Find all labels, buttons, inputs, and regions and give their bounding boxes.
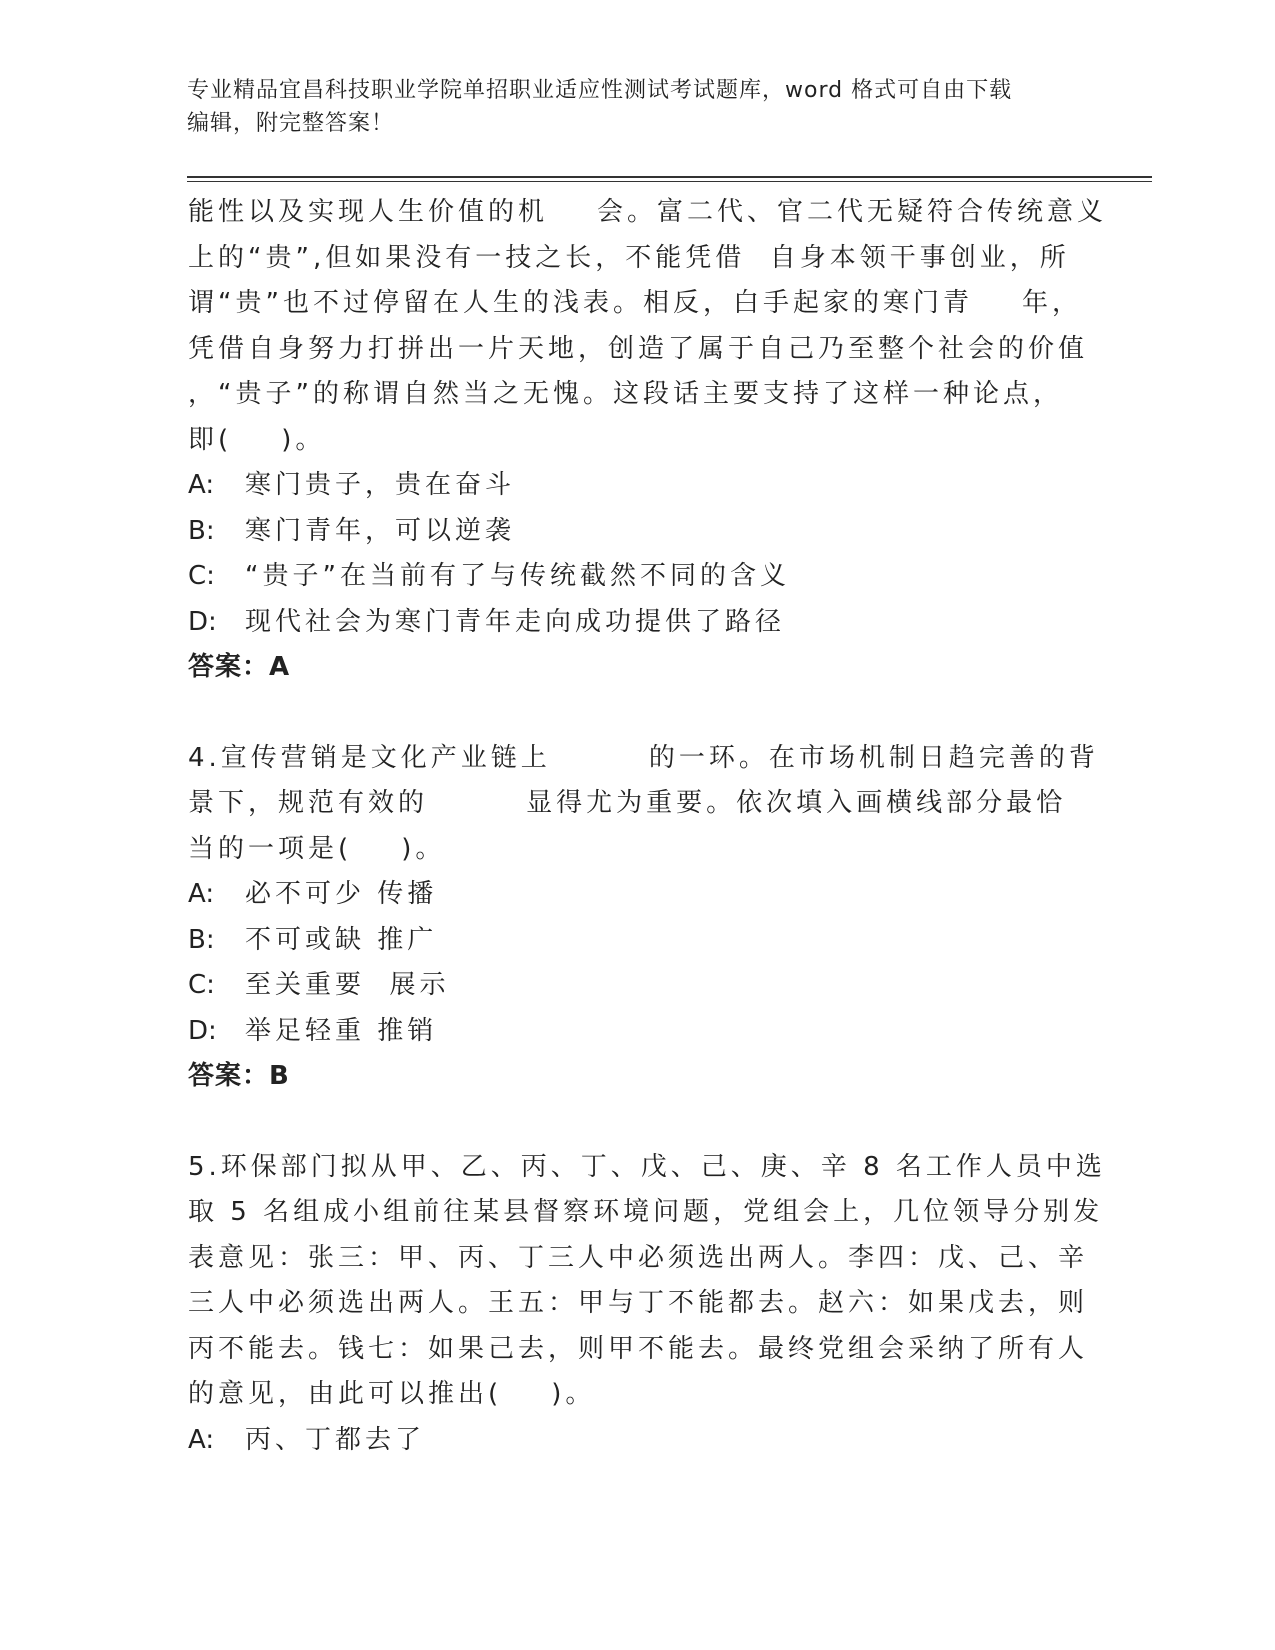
header-divider-thin [187,181,1152,182]
option-letter: B: [188,515,215,546]
question-text-line: 4.宣传营销是文化产业链上 的一环。在市场机制日趋完善的背 [188,742,1099,773]
header-divider-thick [187,176,1152,178]
spacer [188,1100,1108,1145]
option-letter: C: [188,970,215,1000]
option-c [188,963,1108,1009]
question-text-line: 能性以及实现人生价值的机 会。富二代、官二代无疑符合传统意义 [188,197,1108,227]
question-text-line: 的意见，由此可以推出( )。 [188,1379,596,1409]
option-text: 至关重要 展示 [245,970,450,1000]
option-letter: A: [188,1424,215,1455]
option-text: 举足轻重 推销 [245,1015,438,1046]
option-a [188,1418,1108,1464]
question-text-line: 即( )。 [188,424,326,455]
option-letter: D: [188,606,217,637]
header-line-1: 专业精品宜昌科技职业学院单招职业适应性测试考试题库，word 格式可自由下载 [187,78,1013,103]
question-5 [188,1145,1108,1464]
header-line-2: 编辑，附完整答案！ [187,111,395,136]
question-text-line: 景下，规范有效的 显得尤为重要。依次填入画横线部分最恰 [188,788,1067,818]
option-text: 现代社会为寒门青年走向成功提供了路径 [245,606,786,637]
option-letter: B: [188,924,215,955]
question-3 [188,190,1108,691]
question-4 [188,736,1108,1100]
question-text-line: 丙不能去。钱七：如果己去，则甲不能去。最终党组会采纳了所有人 [188,1333,1089,1364]
document-header [187,74,1087,140]
option-d [188,1009,1108,1055]
spacer [188,691,1108,736]
option-letter: A: [188,879,215,909]
question-text-line: 三人中必须选出两人。王五：甲与丁不能都去。赵六：如果戊去，则 [188,1288,1089,1318]
option-text: “贵子”在当前有了与传统截然不同的含义 [245,561,790,591]
answer-line: 答案：A [188,652,291,682]
option-text: 寒门青年，可以逆袭 [245,515,516,546]
question-text-line: 5.环保部门拟从甲、乙、丙、丁、戊、己、庚、辛 8 名工作人员中选 [188,1151,1106,1182]
option-b [188,918,1108,964]
option-a [188,872,1108,918]
question-text-line: 凭借自身努力打拼出一片天地，创造了属于自己乃至整个社会的价值 [188,333,1089,364]
answer-line: 答案：B [188,1061,290,1091]
question-text-line: ，“贵子”的称谓自然当之无愧。这段话主要支持了这样一种论点， [188,379,1063,409]
option-a [188,463,1108,509]
document-body [188,190,1108,1463]
option-letter: D: [188,1015,217,1046]
option-text: 不可或缺 推广 [245,924,438,955]
question-text-line: 表意见：张三：甲、丙、丁三人中必须选出两人。李四：戊、己、辛 [188,1242,1089,1273]
option-text: 必不可少 传播 [245,879,438,909]
option-letter: C: [188,561,215,591]
option-b [188,509,1108,555]
question-text-line: 谓“贵”也不过停留在人生的浅表。相反，白手起家的寒门青 年， [188,288,1082,318]
option-c [188,554,1108,600]
question-text-line: 当的一项是( )。 [188,833,446,864]
option-text: 丙、丁都去了 [245,1424,426,1455]
question-text-line: 取 5 名组成小组前往某县督察环境问题，党组会上，几位领导分别发 [188,1197,1104,1227]
option-letter: A: [188,470,215,500]
question-text-line: 上的“贵”,但如果没有一技之长，不能凭借 自身本领干事创业，所 [188,242,1070,273]
option-text: 寒门贵子，贵在奋斗 [245,470,516,500]
option-d [188,600,1108,646]
